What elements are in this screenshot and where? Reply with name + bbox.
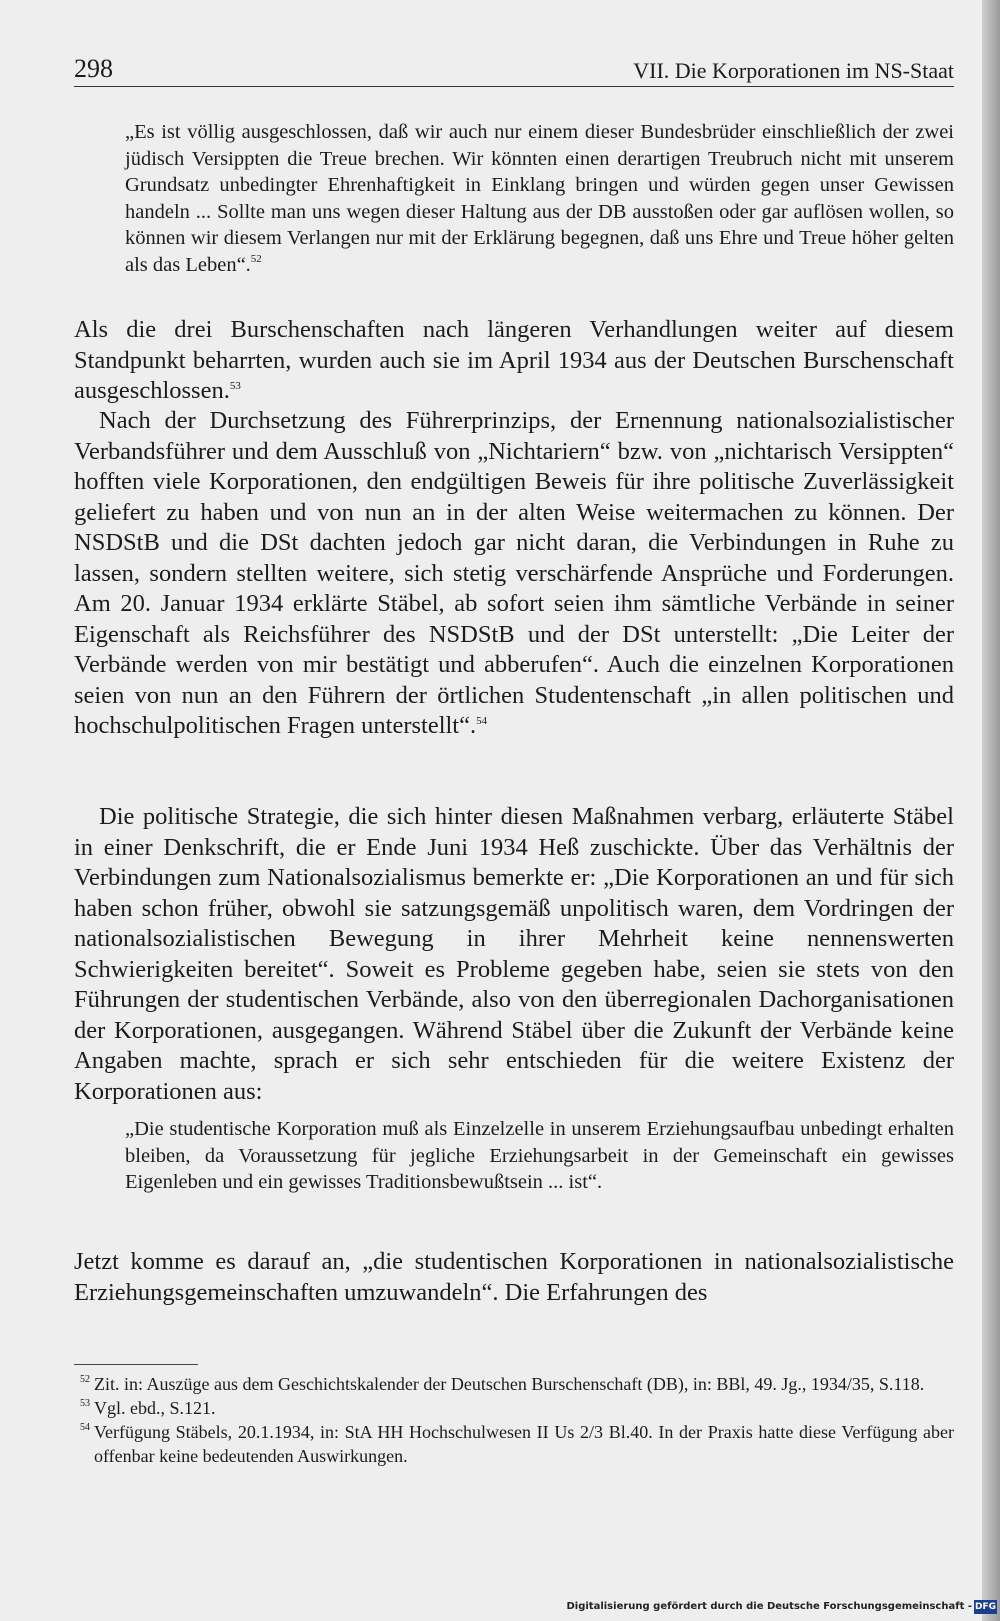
page-edge-shadow (982, 0, 1000, 1621)
footnote: 52 Zit. in: Auszüge aus dem Geschichtskalender der Deutschen Burschenschaft (DB), in: BBl, 49. Jg., 1934/35, S.118. (74, 1372, 954, 1396)
footnote-ref: 52 (250, 252, 262, 265)
paragraph-2 (74, 406, 954, 742)
block-quote-1 (125, 119, 954, 278)
footnote: 54 Verfügung Stäbels, 20.1.1934, in: StA HH Hochschulwesen II Us 2/3 Bl.40. In der Praxis hatte diese Verfügung aber offenbar keine bedeutenden Auswirkungen. (74, 1420, 954, 1468)
footnote-rule (74, 1364, 198, 1365)
paragraph-3 (74, 802, 954, 1107)
footnote-ref: 54 (476, 715, 488, 727)
page-number: 298 (74, 54, 113, 83)
header-rule (74, 86, 954, 87)
paragraph-text: Als die drei Burschenschaften nach längeren Verhandlungen weiter auf diesem Standpunkt beharrten, wurden auch sie im April 1934 aus der Deutschen Burschenschaft ausgeschlossen.$^{53}$ (74, 316, 954, 404)
paragraph-4 (74, 1247, 954, 1308)
paragraph-1 (74, 315, 954, 407)
footnote-marker: 53 (80, 1398, 90, 1409)
footnotes (74, 1372, 954, 1468)
paragraph-text: Die politische Strategie, die sich hinter diesen Maßnahmen verbarg, erläuterte Stäbel in einer Denkschrift, die er Ende Juni 1934 Heß zuschickte. Über das Verhältnis der Verbindungen zum Nationalsozialismus bemerkte er: „Die Korporationen an und für sich haben schon früher, obwohl sie satzungsgemäß unpolitisch waren, dem Vordringen der nationalsozialistischen Bewegung in ihrer Mehrheit keine nennenswerten Schwierigkeiten bereitet“. Soweit es Probleme gegeben habe, seien sie stets von den Führungen der studentischen Verbände, also von den überregionalen Dachorganisationen der Korporationen, ausgegangen. Während Stäbel über die Zukunft der Verbände keine Angaben machte, sprach er sich sehr entschieden für die weitere Existenz der Korporationen aus: (74, 803, 954, 1105)
paragraph-text: Nach der Durchsetzung des Führerprinzips, der Ernennung nationalsozialistischer Verbandsführer und dem Ausschluß von „Nichtariern“ bzw. von „nichtarisch Versippten“ hofften viele Korporationen, den endgültigen Beweis für ihre politische Zuverlässigkeit geliefert zu haben und von nun an in der alten Weise weitermachen zu können. Der NSDStB und die DSt dachten jedoch gar nicht daran, die Verbindungen in Ruhe zu lassen, sondern stellten weitere, sich stetig verschärfende Ansprüche und Forderungen. Am 20. Januar 1934 erklärte Stäbel, ab sofort seien ihm sämtliche Verbände in seiner Eigenschaft als Reichsführer des NSDStB und der DSt unterstellt: „Die Leiter der Verbände werden von mir bestätigt und abberufen“. Auch die einzelnen Korporationen seien von nun an den Führern der örtlichen Studentenschaft „in allen politischen und hochschulpolitischen Fragen unterstellt“.$^{54}$ (74, 407, 954, 739)
footnote-ref: 53 (229, 380, 241, 392)
footnote: 53 Vgl. ebd., S.121. (74, 1396, 954, 1420)
block-quote-text: „Es ist völlig ausgeschlossen, daß wir auch nur einem dieser Bundesbrüder einschließlich der zwei jüdisch Versippten die Treue brechen. Wir könnten einen derartigen Treubruch nicht mit unserem Grundsatz unbedingter Ehrenhaftigkeit in Einklang bringen und würden gegen unser Gewissen handeln ... Sollte man uns wegen dieser Haltung aus der DB ausstoßen oder gar auflösen wollen, so können wir diesem Verlangen nur mit der Erklärung begegnen, daß uns Ehre und Treue höher gelten als das Leben“.$^{52}$ (125, 121, 954, 276)
footnote-marker: 52 (80, 1374, 90, 1385)
dfg-logo: DFG (974, 1602, 996, 1612)
digitization-note: Digitalisierung gefördert durch die Deutsche Forschungsgemeinschaft - (566, 1601, 972, 1612)
page-header (74, 50, 954, 86)
paragraph-text: Jetzt komme es darauf an, „die studentischen Korporationen in nationalsozialistische Erziehungsgemeinschaften umzuwandeln“. Die Erfahrungen des (74, 1248, 954, 1306)
block-quote-2 (125, 1116, 954, 1196)
footnote-marker: 54 (80, 1422, 90, 1433)
block-quote-text: „Die studentische Korporation muß als Einzelzelle in unserem Erziehungsaufbau unbedingt erhalten bleiben, da Voraussetzung für jegliche Erziehungsarbeit in der Gemeinschaft ein gewisses Eigenleben und ein gewisses Traditionsbewußtsein ... ist“. (125, 1118, 954, 1193)
running-head: VII. Die Korporationen im NS-Staat (633, 58, 954, 83)
